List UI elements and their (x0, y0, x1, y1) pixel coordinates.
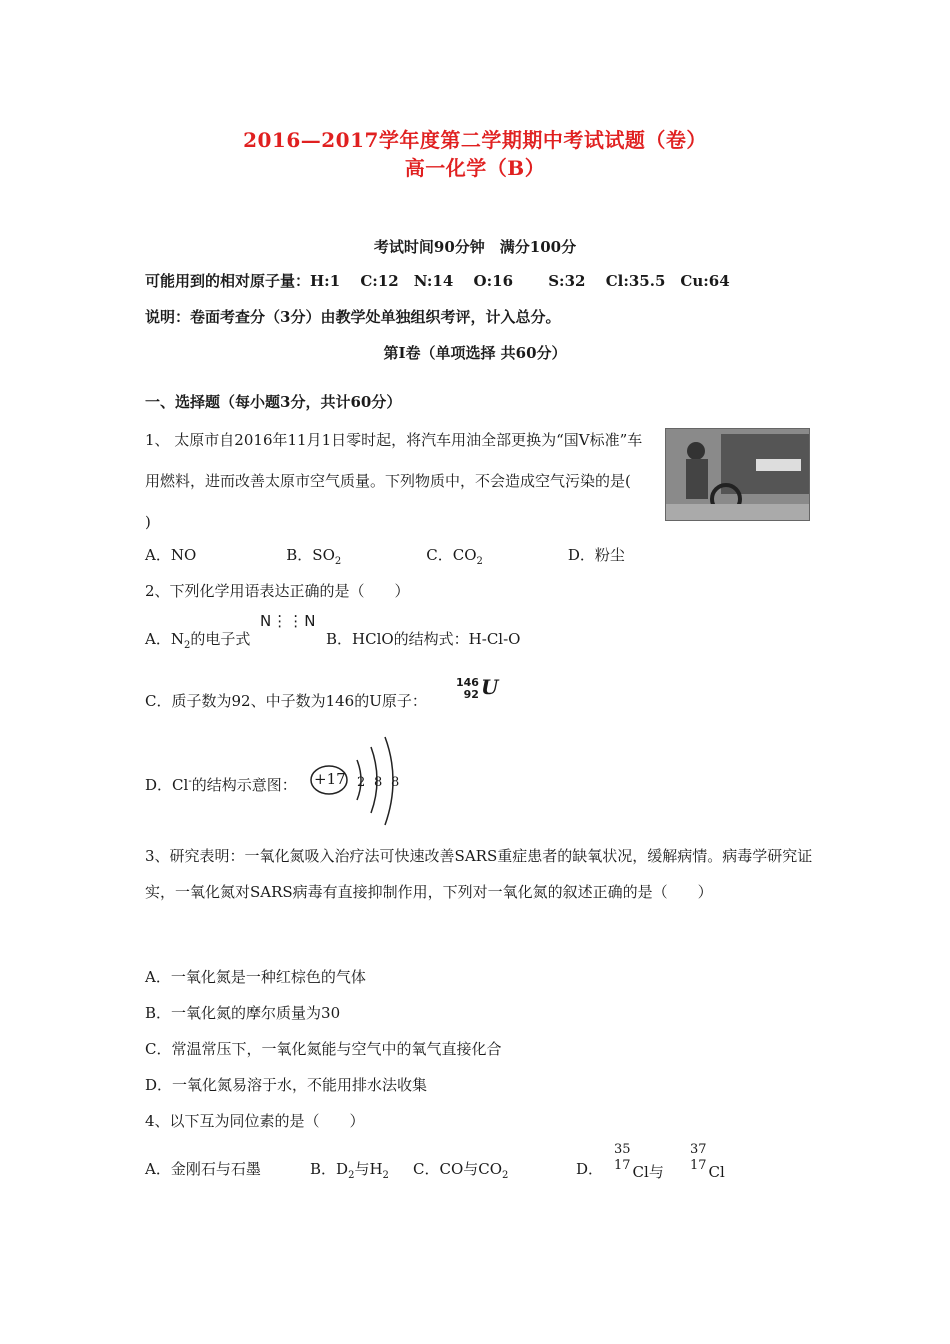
part1-heading: 第Ⅰ卷（单项选择 共60分） (383, 344, 567, 362)
cl-ion-structure-diagram (305, 735, 415, 830)
q3-option-c: C．常温常压下，一氧化氮能与空气中的氧气直接化合 (145, 1040, 502, 1058)
exam-time: 考试时间90分钟 满分100分 (373, 238, 577, 256)
exam-title: 2016—2017学年度第二学期期中考试试题（卷） (243, 128, 707, 152)
exam-subtitle: 高一化学（B） (404, 156, 546, 180)
q1-option-d: D．粉尘 (567, 546, 625, 564)
atomic-mass-line (145, 270, 730, 291)
q4-option-d-label: D． (576, 1160, 604, 1178)
shell-3-electrons: 8 (391, 775, 400, 790)
q3-option-a: A．一氧化氮是一种红棕色的气体 (145, 968, 366, 986)
q1-options (145, 544, 625, 567)
exam-note: 说明：卷面考查分（3分）由教学处单独组织考评，计入总分。 (145, 308, 561, 326)
q4-option-c: C．CO与$CO_2$ (413, 1160, 509, 1181)
q4-option-d: 35 17 Cl与 (614, 1142, 664, 1181)
q1-photo (665, 428, 810, 521)
q1-option-b: B．$SO_2$ (286, 546, 342, 567)
q2-option-a: A．$N_2$的电子式 (145, 630, 251, 651)
shell-2-electrons: 8 (374, 775, 383, 790)
uranium-isotope-symbol: 146 92 U (456, 675, 499, 701)
n2-electron-formula: N⋮⋮N (260, 612, 317, 630)
q2-stem: 2、下列化学用语表达正确的是（ ） (145, 582, 410, 600)
q4-option-d-second: 37 17 Cl (690, 1142, 725, 1181)
atomic-mass-text: 可能用到的相对原子量：H:1 C:12 N:14 O:16 S:32 Cl:35.5 Cu:64 (145, 272, 730, 290)
q2-option-c: C．质子数为92、中子数为146的U原子： (145, 692, 427, 710)
q1-option-a: A．NO (145, 546, 197, 564)
q4-stem: 4、以下互为同位素的是（ ） (145, 1112, 365, 1130)
q2-option-d: D．Cl-的结构示意图： (145, 776, 297, 794)
q3-option-d: D．一氧化氮易溶于水，不能用排水法收集 (145, 1076, 428, 1094)
q1-option-c: C．$CO_2$ (426, 546, 483, 567)
q1-stem: 1、 太原市自2016年11月1日零时起，将汽车用油全部更换为“国Ⅴ标准”车用燃料，进而改善太原市空气质量。下列物质中，不会造成空气污染的是( ) (145, 431, 651, 531)
q4-option-a: A．金刚石与石墨 (145, 1160, 261, 1178)
q3-stem: 3、研究表明：一氧化氮吸入治疗法可快速改善SARS重症患者的缺氧状况，缓解病情。病毒学研究证实，一氧化氮对SARS病毒有直接抑制作用，下列对一氧化氮的叙述正确的是（ ） (145, 847, 813, 901)
shell-1-electrons: 2 (357, 775, 366, 790)
q2-option-b: B．HClO的结构式：H-Cl-O (326, 630, 521, 648)
nucleus-charge: +17 (314, 770, 346, 788)
car-refuel-image (666, 429, 809, 520)
q3-option-b: B．一氧化氮的摩尔质量为30 (145, 1004, 341, 1022)
q4-options (145, 1158, 261, 1179)
q4-option-b: B．$D_2$与$H_2$ (310, 1160, 389, 1181)
section1-heading: 一、选择题（每小题3分，共计60分） (145, 393, 402, 411)
